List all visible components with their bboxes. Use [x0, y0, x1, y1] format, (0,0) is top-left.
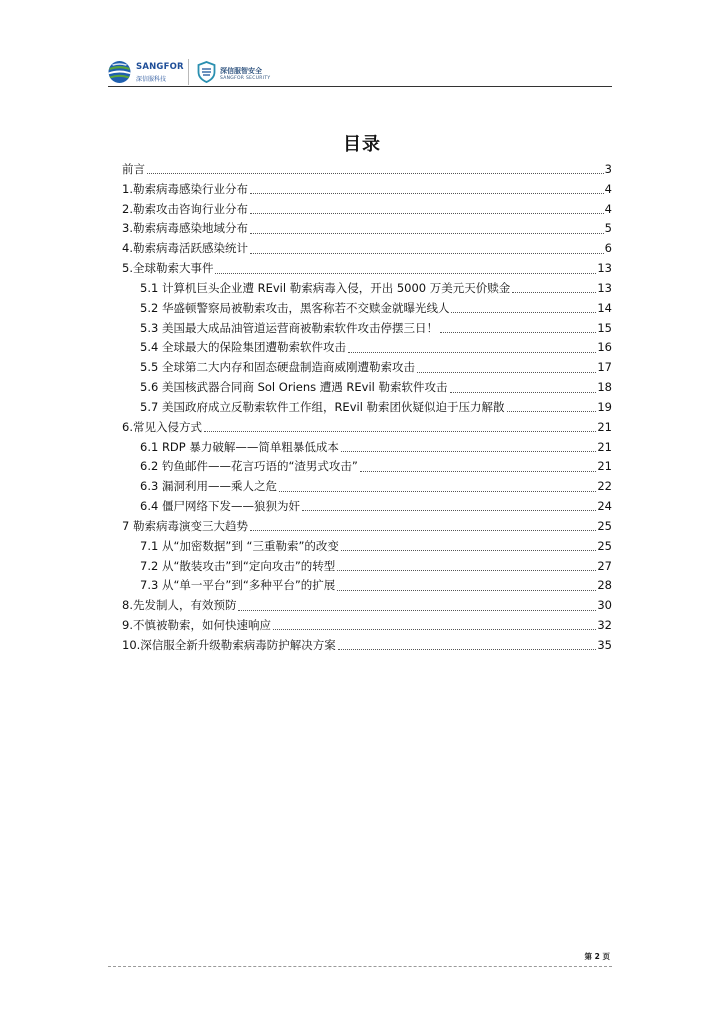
dot-leader	[273, 629, 596, 630]
toc-entry-label: 5.2 华盛顿警察局被勒索攻击，黑客称若不交赎金就曝光线人	[140, 300, 450, 315]
toc-subentry[interactable]	[122, 537, 612, 557]
toc-entry-page-number: 17	[597, 360, 612, 375]
toc-entry-label: 7 勒索病毒演变三大趋势	[122, 518, 248, 533]
toc-subentry[interactable]	[122, 319, 612, 339]
toc-subentry[interactable]	[122, 358, 612, 378]
toc-entry[interactable]	[122, 180, 612, 200]
toc-entry-label: 5.7 美国政府成立反勒索软件工作组，REvil 勒索团伙疑似迫于压力解散	[140, 399, 505, 414]
table-of-contents	[122, 160, 612, 656]
dot-leader	[338, 649, 597, 650]
toc-entry-page-number: 18	[597, 380, 612, 395]
toc-entry-page-number: 24	[597, 499, 612, 514]
toc-entry-label: 6.1 RDP 暴力破解——简单粗暴低成本	[140, 439, 339, 454]
toc-entry-page-number: 25	[597, 538, 612, 553]
toc-entry-page-number: 32	[597, 618, 612, 633]
dot-leader	[147, 173, 604, 174]
toc-entry[interactable]	[122, 616, 612, 636]
brand-subtitle-security: SANGFOR SECURITY	[220, 76, 271, 81]
toc-entry-label: 5.3 美国最大成品油管道运营商被勒索软件攻击停摆三日！	[140, 320, 438, 335]
dot-leader	[250, 233, 604, 234]
dot-leader	[450, 392, 597, 393]
dot-leader	[440, 332, 596, 333]
toc-subentry[interactable]	[122, 299, 612, 319]
dot-leader	[348, 352, 596, 353]
header-rule	[108, 86, 612, 87]
toc-entry-label: 7.3 从“单一平台”到“多种平台”的扩展	[140, 578, 336, 593]
dot-leader	[302, 510, 596, 511]
dot-leader	[341, 451, 596, 452]
dot-leader	[250, 193, 604, 194]
toc-entry-page-number: 14	[597, 300, 612, 315]
header-divider	[188, 59, 189, 85]
toc-entry[interactable]	[122, 259, 612, 279]
toc-entry-page-number: 22	[597, 479, 612, 494]
sangfor-security-shield-icon	[197, 61, 216, 83]
toc-entry-page-number: 21	[597, 419, 612, 434]
dot-leader	[337, 570, 596, 571]
toc-entry-page-number: 30	[597, 598, 612, 613]
toc-entry[interactable]	[122, 200, 612, 220]
toc-entry-page-number: 4	[604, 201, 612, 216]
toc-entry-label: 6.2 钓鱼邮件——花言巧语的“渣男式攻击”	[140, 459, 358, 474]
toc-entry[interactable]	[122, 219, 612, 239]
toc-entry-label: 6.3 漏洞利用——乘人之危	[140, 479, 277, 494]
toc-subentry[interactable]	[122, 279, 612, 299]
toc-entry-label: 5.1 计算机巨头企业遭 REvil 勒索病毒入侵，开出 5000 万美元天价赎金	[140, 280, 511, 295]
toc-entry-page-number: 5	[604, 221, 612, 236]
toc-entry[interactable]	[122, 418, 612, 438]
toc-subentry[interactable]	[122, 497, 612, 517]
toc-entry-page-number: 3	[604, 162, 612, 176]
toc-entry-page-number: 4	[604, 181, 612, 196]
brand-subtitle-sangfor: 深信服科技	[136, 76, 167, 83]
toc-entry-label: 5.5 全球第二大内存和固态硬盘制造商威刚遭勒索攻击	[140, 360, 415, 375]
dot-leader	[451, 312, 596, 313]
dot-leader	[250, 530, 596, 531]
toc-entry-label: 10.深信服全新升级勒索病毒防护解决方案	[122, 637, 336, 652]
toc-entry-page-number: 25	[597, 518, 612, 533]
toc-entry-label: 5.6 美国核武器合同商 Sol Oriens 遭遇 REvil 勒索软件攻击	[140, 380, 448, 395]
toc-entry-page-number: 21	[597, 459, 612, 474]
toc-subentry[interactable]	[122, 576, 612, 596]
toc-entry-label: 5.全球勒索大事件	[122, 261, 214, 276]
toc-subentry[interactable]	[122, 457, 612, 477]
toc-entry-page-number: 16	[597, 340, 612, 355]
toc-entry-label: 7.2 从“散装攻击”到“定向攻击”的转型	[140, 558, 336, 573]
toc-entry[interactable]	[122, 636, 612, 656]
dot-leader	[417, 372, 596, 373]
page-number: 第 2 页	[584, 952, 610, 961]
dot-leader	[360, 471, 597, 472]
toc-entry-label: 5.4 全球最大的保险集团遭勒索软件攻击	[140, 340, 346, 355]
dot-leader	[250, 213, 604, 214]
toc-entry-page-number: 13	[597, 261, 612, 276]
toc-entry-label: 9.不慎被勒索，如何快速响应	[122, 618, 271, 633]
toc-entry-label: 4.勒索病毒活跃感染统计	[122, 241, 248, 256]
toc-entry-page-number: 13	[597, 280, 612, 295]
dot-leader	[250, 253, 604, 254]
toc-subentry[interactable]	[122, 477, 612, 497]
toc-entry-label: 2.勒索攻击咨询行业分布	[122, 201, 248, 216]
toc-subentry[interactable]	[122, 338, 612, 358]
sangfor-globe-logo-icon	[107, 60, 132, 84]
toc-entry-label: 3.勒索病毒感染地域分布	[122, 221, 248, 236]
toc-entry-label: 1.勒索病毒感染行业分布	[122, 181, 248, 196]
toc-entry[interactable]	[122, 596, 612, 616]
dot-leader	[215, 273, 596, 274]
toc-entry[interactable]	[122, 160, 612, 180]
dot-leader	[341, 550, 596, 551]
dot-leader	[238, 610, 596, 611]
toc-entry-page-number: 35	[597, 637, 612, 652]
toc-subentry[interactable]	[122, 398, 612, 418]
toc-entry-page-number: 15	[597, 320, 612, 335]
dot-leader	[337, 590, 596, 591]
toc-entry-page-number: 28	[597, 578, 612, 593]
brand-name-sangfor: SANGFOR	[136, 62, 184, 72]
toc-entry-page-number: 21	[597, 439, 612, 454]
toc-entry-page-number: 19	[597, 399, 612, 414]
toc-entry[interactable]	[122, 239, 612, 259]
dot-leader	[507, 411, 597, 412]
toc-entry-label: 8.先发制人，有效预防	[122, 598, 237, 613]
toc-entry-label: 7.1 从“加密数据”到 “三重勒索”的改变	[140, 538, 339, 553]
toc-subentry[interactable]	[122, 378, 612, 398]
toc-entry-label: 前言	[122, 162, 145, 176]
footer-rule	[108, 966, 612, 967]
toc-entry-page-number: 6	[604, 241, 612, 256]
toc-entry-label: 6.4 僵尸网络下发——狼狈为奸	[140, 499, 300, 514]
toc-entry-page-number: 27	[597, 558, 612, 573]
dot-leader	[279, 491, 596, 492]
dot-leader	[204, 431, 596, 432]
toc-subentry[interactable]	[122, 438, 612, 458]
dot-leader	[512, 292, 596, 293]
toc-entry-label: 6.常见入侵方式	[122, 419, 202, 434]
toc-subentry[interactable]	[122, 557, 612, 577]
brand-name-security: 深信服智安全	[220, 67, 262, 75]
toc-entry[interactable]	[122, 517, 612, 537]
page-title: 目录	[343, 134, 381, 155]
